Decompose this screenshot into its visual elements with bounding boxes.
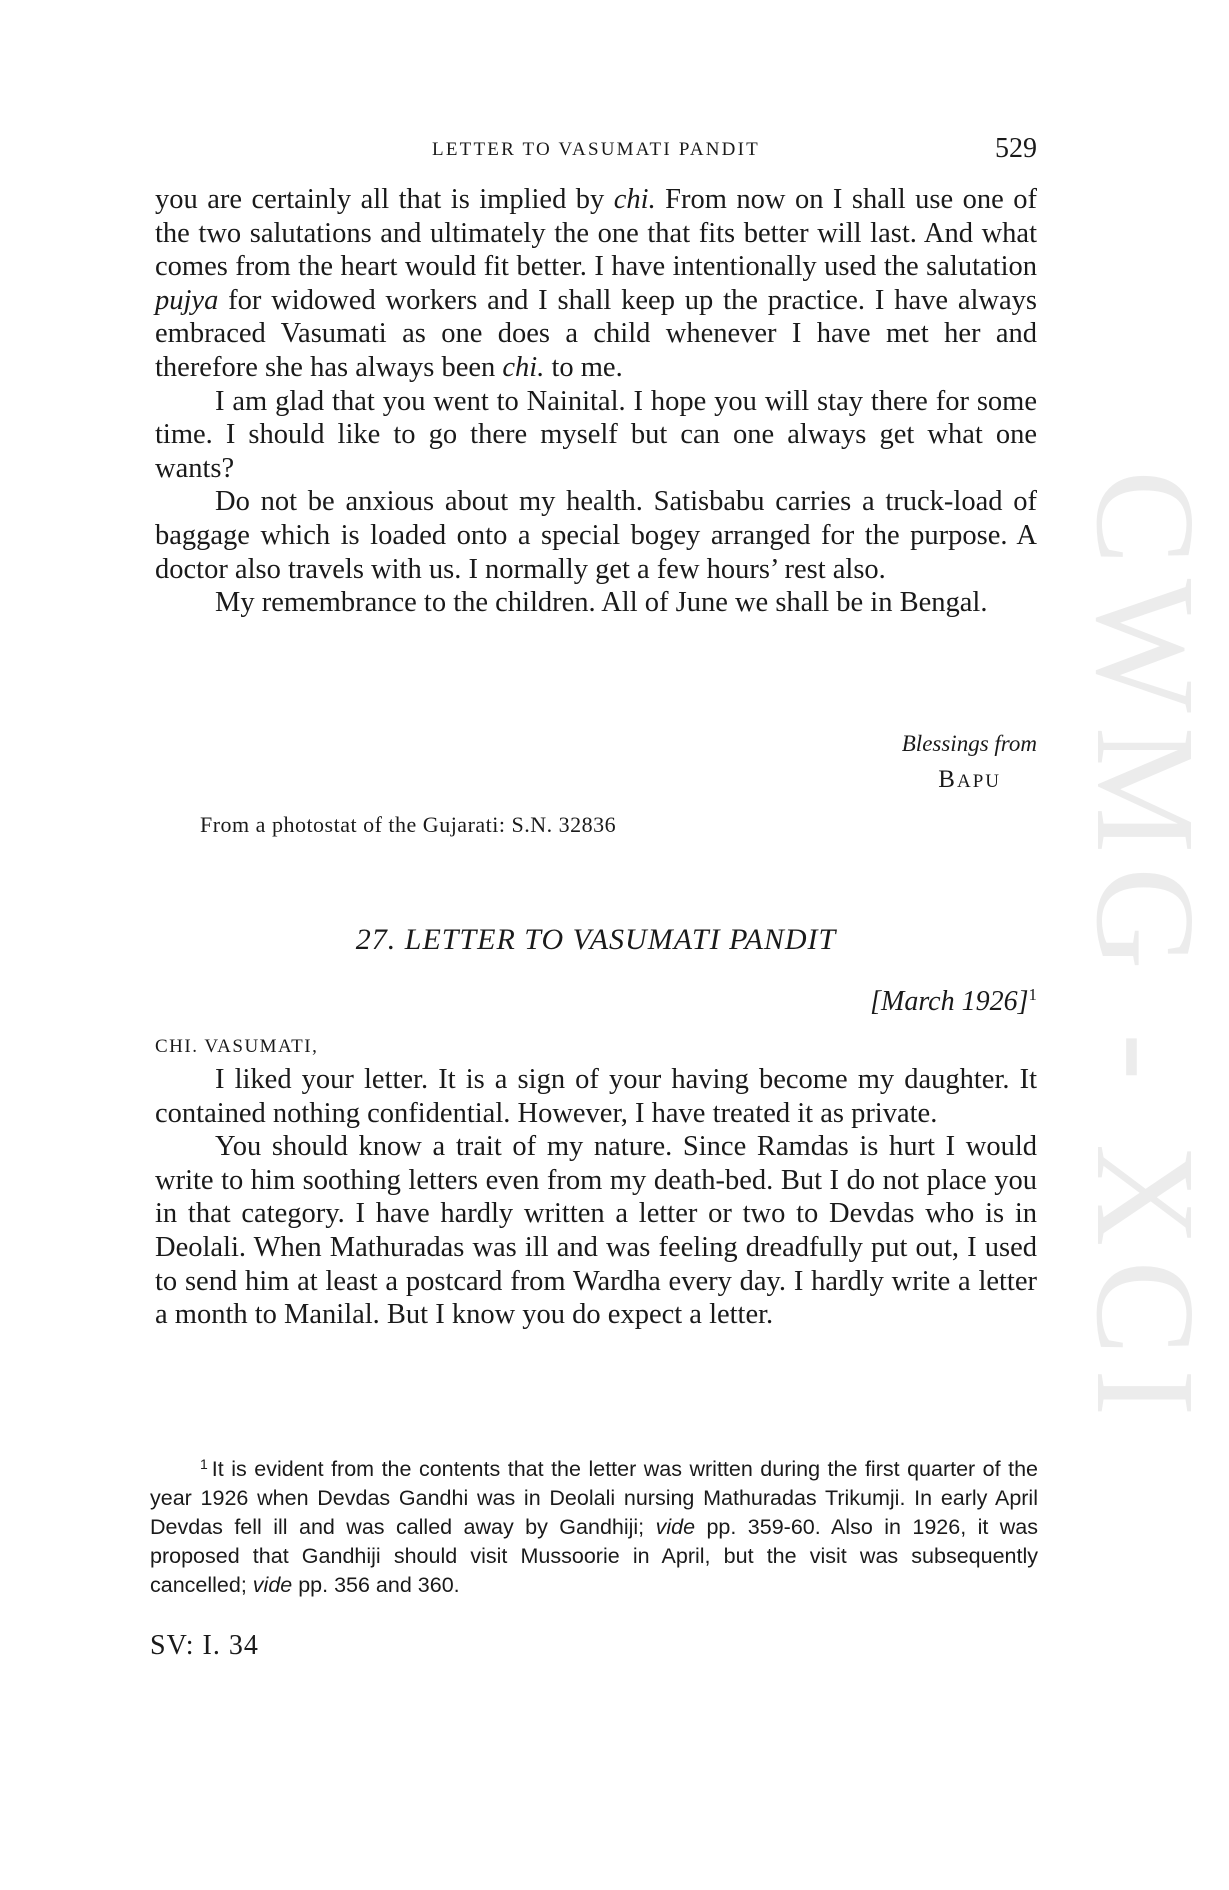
source-note: From a photostat of the Gujarati: S.N. 32836 <box>200 812 617 837</box>
body-paragraph: I liked your letter. It is a sign of your having become my daughter. It contained nothing confidential. However, I have treated it as private. <box>155 1064 1037 1129</box>
footnote <box>150 1450 1038 1600</box>
text-run: My remembrance to the children. All of June we shall be in Bengal. <box>215 587 988 619</box>
text-run: for widowed workers and I shall keep up the practice. I have always embraced Vasumati as one does a child whenever I have met her and therefore she has always been <box>155 284 1037 383</box>
letter-heading: 27. LETTER TO VASUMATI PANDIT <box>355 923 837 956</box>
italic-term: chi. <box>502 351 545 383</box>
italic-term: chi. <box>613 184 656 215</box>
text-run: to me. <box>544 351 623 383</box>
body-paragraph: You should know a trait of my nature. Since Ramdas is hurt I would write to him soothing letters even from my death-bed. But I do not place you in that category. I have hardly written a letter or two to Devdas who is in Deolali. When Mathuradas was ill and was feeling dreadfully put out, I used to send him at least a postcard from Wardha every day. I hardly write a letter a month to Manilal. But I know you do expect a letter. <box>155 1131 1037 1331</box>
text-run: pp. 359-60. Also in 1926, it was proposed that Gandhiji should visit Mussoorie in April, but the visit was subsequently cancelled; <box>150 1515 1038 1597</box>
signature-rest: APU <box>956 771 1001 792</box>
continued-letter-body <box>155 183 1037 620</box>
watermark-text: CWMG - XCI <box>1067 470 1225 1431</box>
footnote-marker: 1 <box>200 1456 208 1472</box>
body-paragraph <box>155 485 1037 586</box>
italic-term: vide <box>655 1515 696 1539</box>
date-text: [March 1926] <box>870 986 1029 1017</box>
text-run: Do not be anxious about my health. Satisbabu carries a truck-load of baggage which is loaded onto a special bogey arranged for the purpose. A doctor also travels with us. I normally get a few hours’ rest also. <box>155 486 1037 585</box>
closing-signature-name <box>902 766 1001 794</box>
text-run: From now on I shall use one of the two salutations and ultimately the one that fits better will last. And what comes from the heart would fit better. I have intentionally used the salutation <box>155 184 1037 283</box>
letter-salutation: CHI. VASUMATI, <box>155 1036 319 1057</box>
running-title: LETTER TO VASUMATI PANDIT <box>432 139 760 160</box>
closing-blessing: Blessings from <box>901 731 1037 756</box>
closing-block <box>902 730 1037 794</box>
text-run: pp. 356 and 360. <box>292 1573 460 1597</box>
italic-term: pujya <box>155 284 219 316</box>
new-letter-body <box>155 1063 1037 1332</box>
text-run: It is evident from the contents that the letter was written during the first quarter of the year 1926 when Devdas Gandhi was in Deolali nursing Mathuradas Trikumji. In early April Devdas fell ill and was called away by Gandhiji; <box>150 1457 1038 1539</box>
footnote-paragraph <box>150 1450 1038 1600</box>
body-paragraph <box>155 385 1037 486</box>
signature-mark: SV: I. 34 <box>150 1630 259 1661</box>
body-paragraph <box>155 586 1037 620</box>
footnote-reference: 1 <box>1028 985 1037 1004</box>
page-number: 529 <box>995 133 1037 164</box>
letter-date <box>870 985 1037 1018</box>
signature-initial: B <box>938 766 957 793</box>
italic-term: vide <box>252 1573 293 1597</box>
text-run: you are certainly all that is implied by <box>155 184 614 215</box>
text-run: I am glad that you went to Nainital. I hope you will stay there for some time. I should like to go there myself but can one always get what one wants? <box>155 385 1037 484</box>
running-head <box>155 135 1037 175</box>
body-paragraph <box>155 183 1037 385</box>
